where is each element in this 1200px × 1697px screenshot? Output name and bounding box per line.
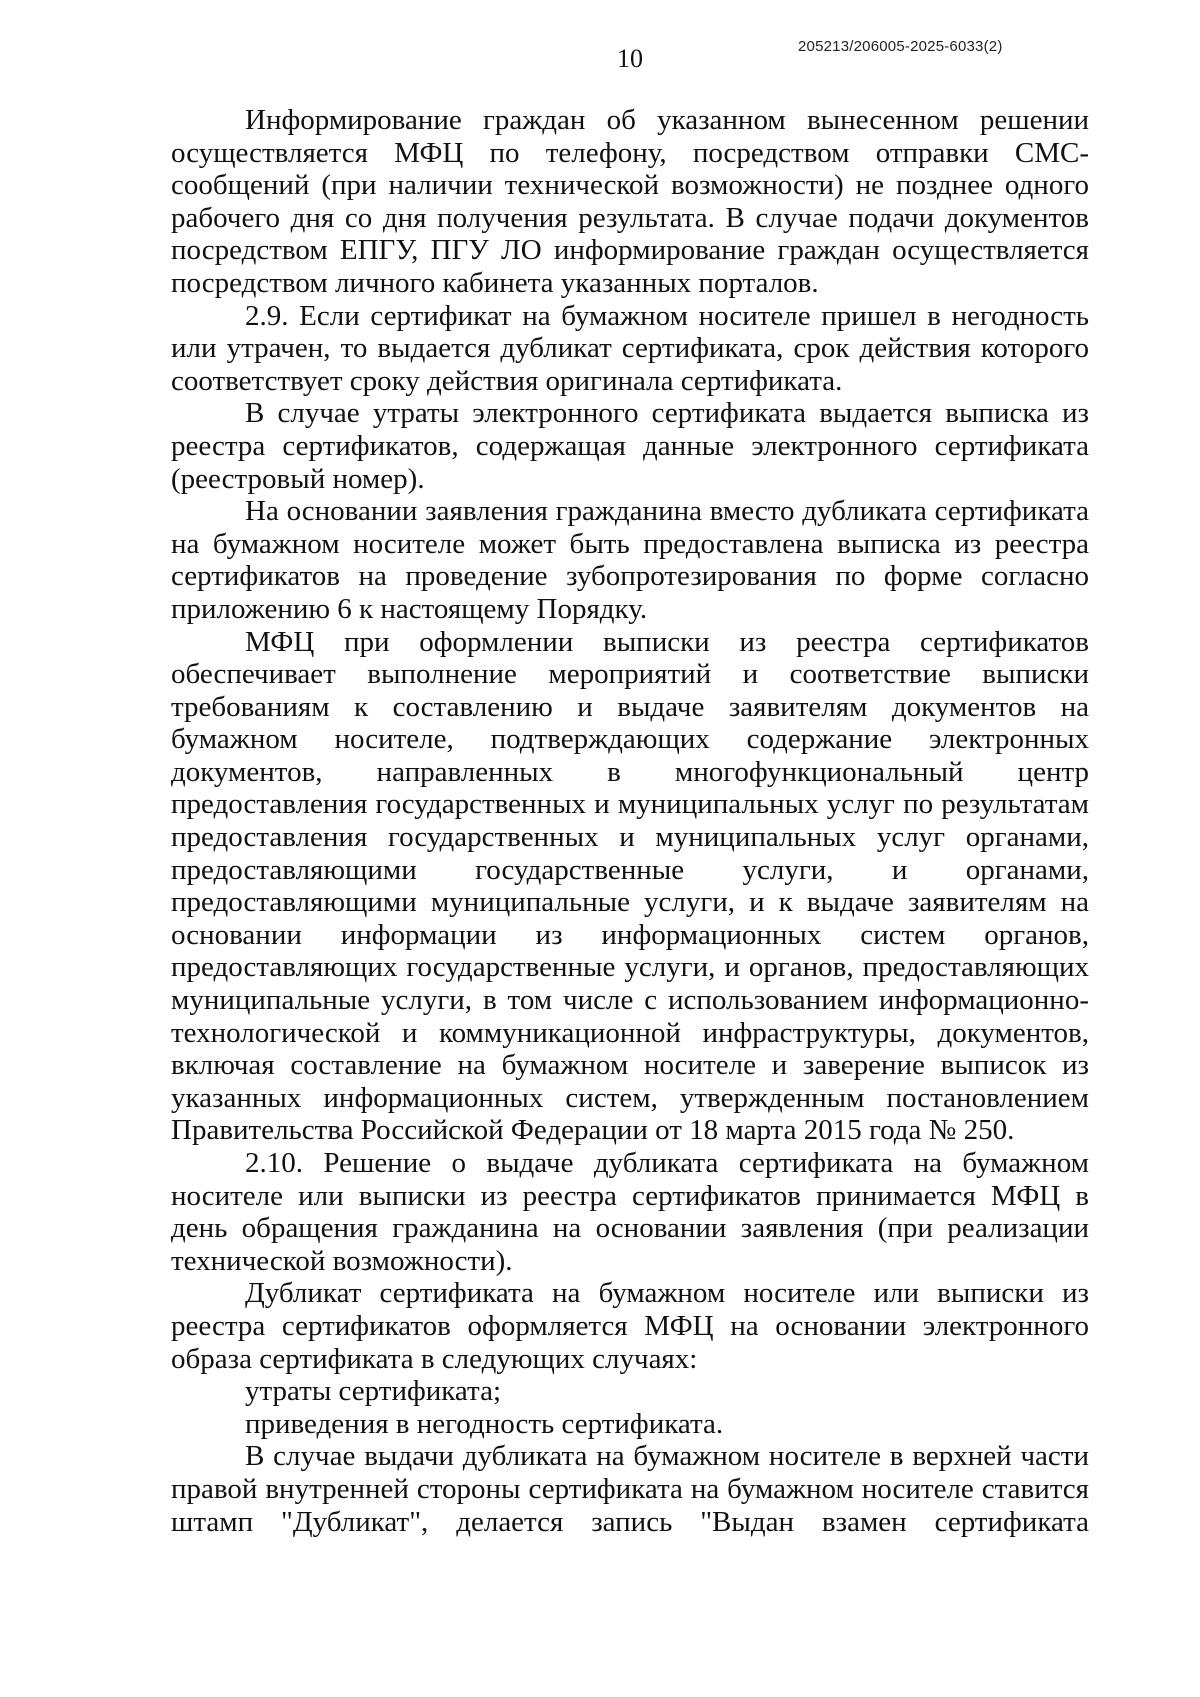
paragraph-2-10-decision: 2.10. Решение о выдаче дубликата сертификата на бумажном носителе или выписки из реестра сертификатов принимается МФЦ в день обращения гражданина на основании заявления (при реализации технической возможности). [171, 1147, 1089, 1277]
paragraph-case-loss: утраты сертификата; [245, 1375, 502, 1408]
paragraph-mfc-extract-requirements: МФЦ при оформлении выписки из реестра сертификатов обеспечивает выполнение мероприятий и соответствие выписки требованиям к составлению и выдаче заявителям документов на бумажном носителе, подтверждающих содержание электронных документов, направленных в многофункциональный центр предоставления государственных и муниципальных услуг по результатам предоставления государственных и муниципальных услуг органами, предоставляющими государственные услуги, и органами, предоставляющими муниципальные услуги, и к выдаче заявителям на основании информации из информационных систем органов, предоставляющих государственные услуги, и органов, предоставляющих муниципальные услуги, в том числе с использованием информационно-технологической и коммуникационной инфраструктуры, документов, включая составление на бумажном носителе и заверение выписок из указанных информационных систем, утвержденным постановлением Правительства Российской Федерации от 18 марта 2015 года № 250. [171, 625, 1089, 1147]
paragraph-2-9-duplicate-issue: 2.9. Если сертификат на бумажном носителе пришел в негодность или утрачен, то выдается дубликат сертификата, срок действия которого соответствует сроку действия оригинала сертификата. [171, 299, 1089, 397]
document-reference-number: 205213/206005-2025-6033(2) [798, 38, 1003, 55]
document-body [171, 104, 1089, 1538]
paragraph-extract-instead-of-duplicate: На основании заявления гражданина вместо дубликата сертификата на бумажном носителе может быть предоставлена выписка из реестра сертификатов на проведение зубопротезирования по форме согласно приложению 6 к настоящему Порядку. [171, 495, 1089, 625]
paragraph-duplicate-stamp: В случае выдачи дубликата на бумажном носителе в верхней части правой внутренней стороны сертификата на бумажном носителе ставится штамп "Дубликат", делается запись "Выдан взамен сертификата [171, 1440, 1089, 1538]
paragraph-informing-citizens: Информирование граждан об указанном вынесенном решении осуществляется МФЦ по телефону, посредством отправки СМС-сообщений (при наличии технической возможности) не позднее одного рабочего дня со дня получения результата. В случае подачи документов посредством ЕПГУ, ПГУ ЛО информирование граждан осуществляется посредством личного кабинета указанных порталов. [171, 104, 1089, 299]
paragraph-case-damage: приведения в негодность сертификата. [245, 1407, 724, 1440]
paragraph-electronic-certificate-loss: В случае утраты электронного сертификата выдается выписка из реестра сертификатов, содержащая данные электронного сертификата (реестровый номер). [171, 397, 1089, 495]
page-number: 10 [617, 44, 643, 73]
paragraph-duplicate-cases-intro: Дубликат сертификата на бумажном носителе или выписки из реестра сертификатов оформляется МФЦ на основании электронного образа сертификата в следующих случаях: [171, 1277, 1089, 1375]
